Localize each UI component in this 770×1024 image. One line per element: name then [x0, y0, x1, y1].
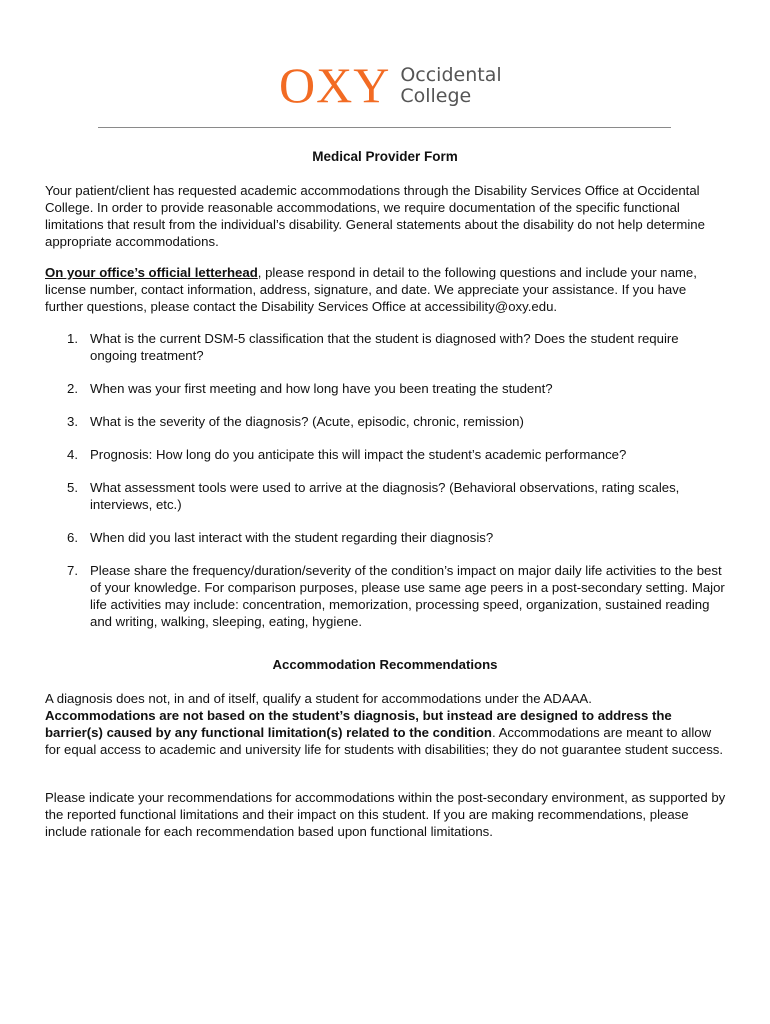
logo-word-occidental: Occidental — [400, 64, 502, 86]
question-item — [45, 380, 727, 397]
intro-paragraph: Your patient/client has requested academic accommodations through the Disability Services Office at Occidental College. In order to provide reasonable accommodations, we require documentation of the specific functional limitations that result from the individual’s disability. General statements about the disability do not help determine appropriate accommodations. — [45, 183, 705, 249]
question-text: What is the current DSM-5 classification that the student is diagnosed with? Does the student require ongoing treatment? — [90, 331, 679, 363]
question-number: 6. — [67, 530, 78, 545]
college-logo — [279, 57, 502, 113]
question-list — [45, 330, 727, 630]
letterhead-emphasis: On your office’s official letterhead — [45, 265, 258, 280]
question-number: 1. — [67, 331, 78, 346]
question-item — [45, 330, 727, 364]
accommodations-heading: Accommodation Recommendations — [272, 657, 498, 672]
question-item — [45, 529, 727, 546]
logo-mark: OXY — [279, 57, 391, 113]
question-item — [45, 413, 727, 430]
question-text: When was your first meeting and how long have you been treating the student? — [90, 381, 553, 396]
recommendations-paragraph: Please indicate your recommendations for accommodations within the post-secondary environment, as supported by the reported functional limitations and their impact on this student. If you are making recommendations, please include rationale for each recommendation based upon functional limitations. — [45, 790, 726, 839]
question-number: 2. — [67, 381, 78, 396]
question-text: When did you last interact with the student regarding their diagnosis? — [90, 530, 494, 545]
question-text: Prognosis: How long do you anticipate this will impact the student’s academic performance? — [90, 447, 627, 462]
accommodations-bold-statement: Accommodations are not based on the student’s diagnosis, but instead are designed to address the barrier(s) caused by any functional limitation(s) related to the condition — [45, 708, 672, 740]
accommodations-lead: A diagnosis does not, in and of itself, qualify a student for accommodations under the ADAAA. — [45, 691, 592, 706]
instructions-paragraph — [45, 264, 727, 315]
question-item — [45, 446, 727, 463]
page-title: Medical Provider Form — [312, 149, 458, 164]
instructions-text: , please respond in detail to the following questions and include your name, license number, contact information, address, signature, and date. We appreciate your assistance. If you have further questions, please contact the Disability Services Office at accessibility@oxy.edu. — [45, 265, 697, 314]
header-divider — [98, 127, 671, 128]
question-item — [45, 562, 727, 630]
accommodations-paragraph — [45, 690, 727, 758]
question-text: Please share the frequency/duration/severity of the condition’s impact on major daily life activities to the best of your knowledge. For comparison purposes, please use same age peers in a post-secondary setting. Major life activities may include: concentration, memorization, processing speed, organization, sustained reading and writing, walking, sleeping, eating, hygiene. — [90, 563, 725, 629]
question-text: What is the severity of the diagnosis? (Acute, episodic, chronic, remission) — [90, 414, 524, 429]
question-number: 5. — [67, 480, 78, 495]
question-item — [45, 479, 727, 513]
logo-word-college: College — [400, 85, 472, 107]
logo-wordmark — [400, 65, 501, 107]
question-number: 4. — [67, 447, 78, 462]
question-number: 3. — [67, 414, 78, 429]
question-number: 7. — [67, 563, 78, 578]
accommodations-tail: . Accommodations are meant to allow for equal access to academic and university life for students with disabilities; they do not guarantee student success. — [45, 725, 724, 757]
question-text: What assessment tools were used to arrive at the diagnosis? (Behavioral observations, rating scales, interviews, etc.) — [90, 480, 680, 512]
